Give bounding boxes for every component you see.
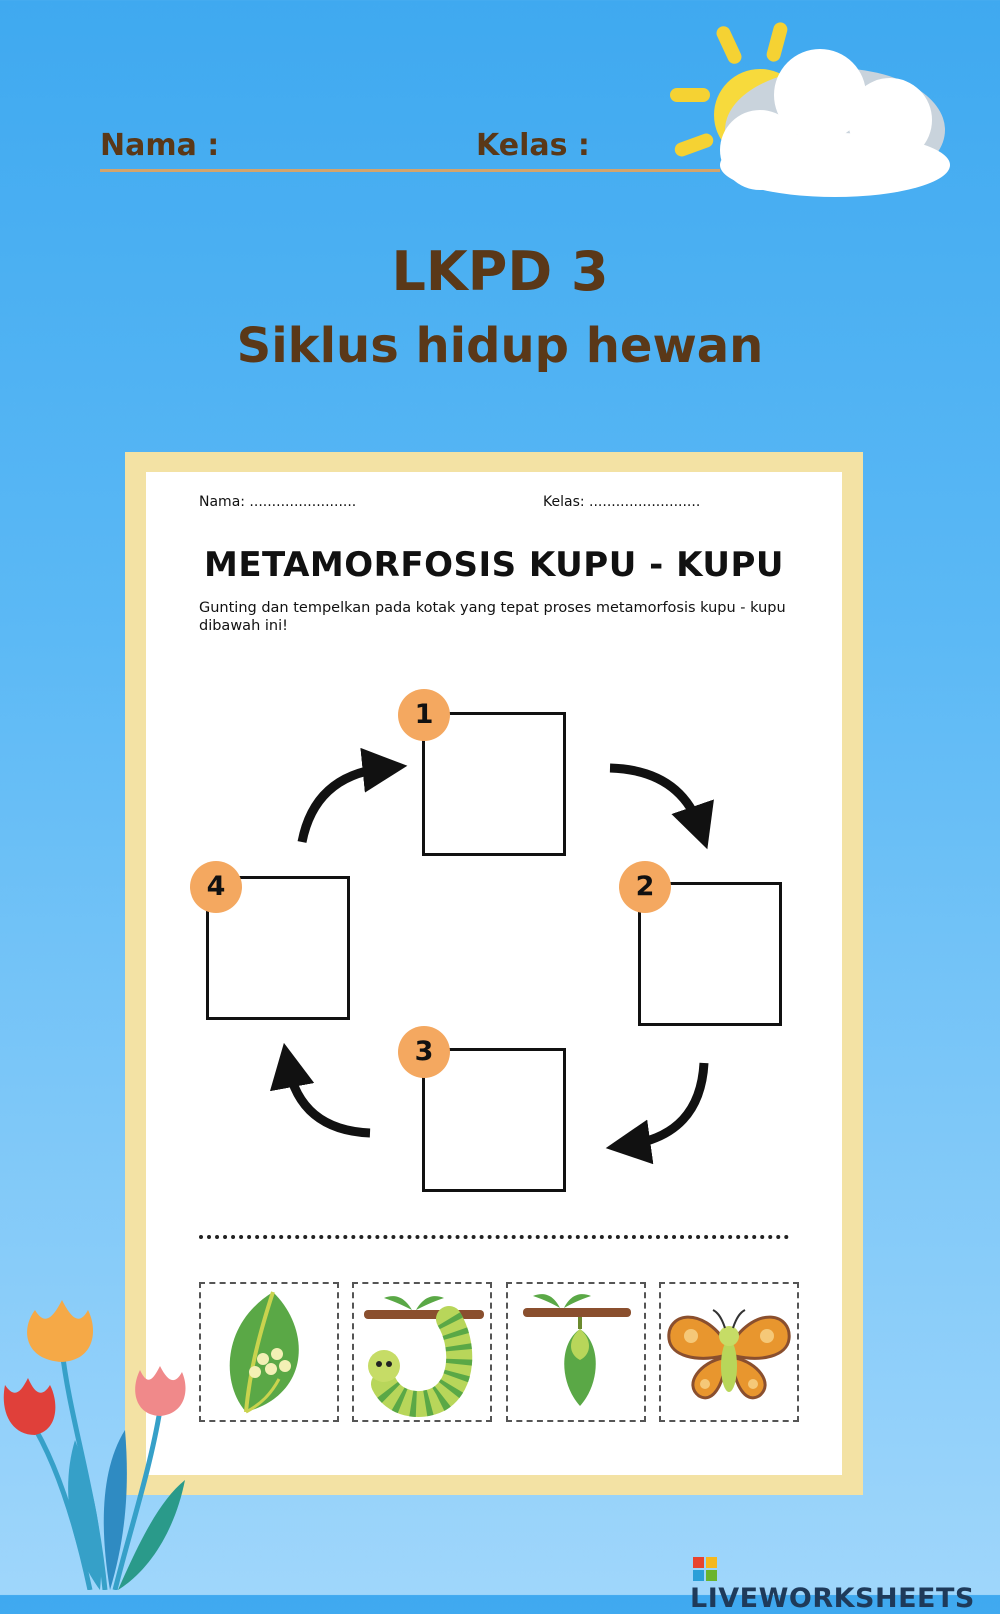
page-title: LKPD 3: [391, 240, 609, 303]
page-subtitle: Siklus hidup hewan: [236, 318, 764, 374]
tulip-flowers-icon: [0, 1290, 210, 1590]
step-badge-4: 4: [190, 861, 242, 913]
step-badge-3: 3: [398, 1026, 450, 1078]
worksheet-instruction: Gunting dan tempelkan pada kotak yang tepat proses metamorfosis kupu - kupu dibawah ini!: [199, 600, 786, 634]
step-badge-1: 1: [398, 689, 450, 741]
chrysalis-icon: [508, 1284, 644, 1420]
caterpillar-icon: [354, 1284, 490, 1420]
arrow-icon: [302, 768, 385, 842]
arrow-icon: [628, 1063, 704, 1145]
worksheet-name-field: Nama: ........................: [199, 494, 357, 510]
worksheet-title: METAMORFOSIS KUPU - KUPU: [204, 545, 784, 585]
cutout-card-eggs[interactable]: [199, 1282, 339, 1422]
brand-text: [690, 1552, 1000, 1614]
worksheet-class-field: Kelas: .........................: [543, 494, 701, 510]
butterfly-icon: [661, 1284, 797, 1420]
cut-line: [199, 1235, 789, 1239]
arrow-icon: [288, 1065, 370, 1133]
leaf-eggs-icon: [201, 1284, 337, 1420]
arrow-icon: [610, 768, 700, 828]
cutout-card-butterfly[interactable]: [659, 1282, 799, 1422]
cutout-card-chrysalis[interactable]: [506, 1282, 646, 1422]
brand-label: LIVEWORKSHEETS: [690, 1583, 975, 1614]
cutout-card-caterpillar[interactable]: [352, 1282, 492, 1422]
step-badge-2: 2: [619, 861, 671, 913]
class-label: Kelas :: [476, 128, 590, 163]
name-label: Nama :: [100, 128, 220, 163]
